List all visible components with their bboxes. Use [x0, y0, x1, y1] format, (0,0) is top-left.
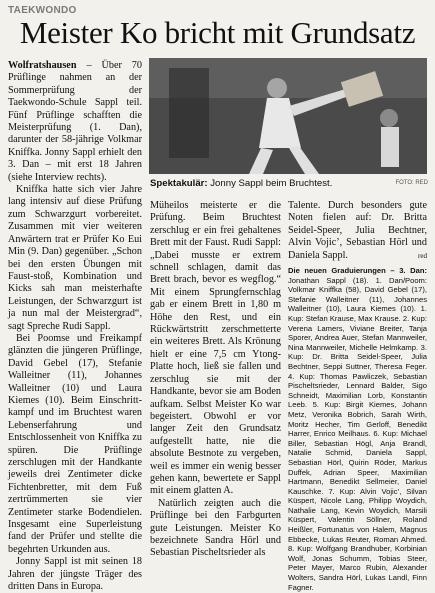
graduation-list-intro: Die neuen Graduierungen – 3. Dan: — [288, 266, 427, 276]
graduation-list-text: Jonathan Sappl (18). 1. Dan/Poom: Volkmar Kniffka (58), David Gebel (17), Stefanie Walleitner (11), Johannes Walleitner (10), Laura Kiemes (10). 1. Kup: Stefan Krause, Max Krause. 2. Kup: Verena Lamers, Viviane Breiter, Tanja Sporer, Andrea Auer, Stefan Mannweiler, Nina Mannweiler, Michelle Helmkamp. 3. Kup: Dr. Britta Seidel-Speer, Julia Bechtner, Seppi Suttner, Theresa Feger. 4. Kup: Thomas Pawliczek, Sebastian Pischeltsrieder, Lennard Balder, Sigo Schneidt, Maximilian Lorb, Konstantin Leeb. 5. Kup: Birgit Kiemes, Johann Metz, Veronika Bobrich, Sarah Wirth, Moritz Hecher, Tim Gerloff, Benedikt Harrer, Enrico Meilhaus. 6. Kup: Michael Biller, Sebastian Högl, Anja Brandl, Natalie Schmid, Daniela Sappl, Sebastian Hörl, Quirin Röder, Markus Duffek, Adrian Speer, Maximilian Hartmann, Benedikt Sellmeier, Daniel Kauschke. 7. Kup: Alvin Vojic’, Silvan Küspert, Nicole Lang, Philipp Woydich, Nathalie Lang, Kevin Woydich, Marsili Küspert, Valentin Söllner, Roland Heißler, Fortunatus von Halem, Magnus Ebbecke, Lukas Reuter, Roman Ahmed. 8. Kup: Wolfgang Brandhuber, Korbinian Wolf, Jonas Schumm, Tobias Steer, Peter Mayer, Marco Rubin, Alexander Wolters, Sandra Hörl, Lukas Landl, Finn Fagner. — [288, 275, 427, 592]
section-kicker: TAEKWONDO — [8, 5, 77, 16]
paragraph-text: Talente. Durch besonders gute Noten fielen auf: Dr. Britta Seidel-Speer, Julia Bechtner, Alvin Vojic’, Sebastian Hörl und Daniela Sappl. — [288, 200, 427, 261]
paragraph: Müheilos meisterte er die Prüfung. Beim Bruchtest zerschlug er ein frei gehaltenes Brett mit der Faust. Rudi Sappl: „Dabei musste er extrem schnell schlagen, damit das Brett brach, bevor es wegflog.“ Mit einem Sprungfernschlag gab er einem Brett in 1,80 m Höhe den Rest, und ein Rückwärtstritt zerschmetterte ein weiteres Brett. Als Krönung hielt er eine 7,5 cm Ytong-Platte hoch, ließ sie fallen und zerschlug sie mit der Handkante, bevor sie am Boden aufkam. Selbst Meister Ko war begeistert. Obwohl er vor langer Zeit den Grundsatz aufgestellt hatte, nie die absolute Bestnote zu vergeben, weil es immer ein wenig besser gehen kann, bewertete er Sappl mit einem glatten A. — [150, 200, 281, 497]
paragraph: Kniffka hatte sich vier Jahre lang intensiv auf diese Prüfung zum Schwarzgurt vorbereitet. Zusammen mit vier weiteren Anwärtern trat er Prüfer Ko Eui Min (9. Dan) gegenüber. „Schon bei den ersten Übungen mit Faust-stoß, Kombination und Kicks sah man meisterhafte Leistungen, der Schwarzgurt ist ja nun mal der Meistergrad“, sagt Spreche Rudi Sappl. — [8, 184, 142, 332]
photo-credit: FOTO: RED — [395, 180, 428, 186]
paragraph: Natürlich zeigten auch die Prüflinge bei den Farbgurten gute Leistungen. Meister Ko bezeichnete Sandra Hörl und Sebastian Pischeltsrieder als — [150, 497, 281, 559]
lead-paragraph — [8, 60, 142, 184]
column-3 — [288, 200, 427, 592]
photo-illustration — [149, 58, 427, 174]
lead-text: – Über 70 Prüflinge nahmen an der Sommerprüfung der Taekwondo-Schule Sappl teil. Fünf Prüflinge schafften die Meisterprüfung (1. Dan), darunter der 58-jährige Volkmar Kniffka. Jonny Sappl erhielt den 3. Dan – mit erst 18 Jahren (siehe Interview rechts). — [8, 60, 142, 183]
column-1 — [8, 60, 142, 593]
paragraph: Bei Poomse und Freikampf glänzten die jüngeren Prüflinge, David Gebel (17), Stefanie Walleitner (11), Johannes Walleitner (10) und Laura Kiemes (10). Beim Einschritt-kampf und im Bruchtest waren Lebenserfahrung und Entschlossenheit von Kniffka zu spüren. Die Prüflinge zerschlugen mit der Handkante jeweils drei Zentimeter dicke Fichtenbretter, mit dem Fuß zertrümmerten sie vier Zentimeter starke Bodendielen. Insgesamt eine Superleistung fand der Prüfer und stellte die begehrten Urkunden aus. — [8, 332, 142, 555]
paragraph — [288, 200, 427, 262]
column-2 — [150, 200, 281, 560]
photo-caption — [150, 178, 428, 189]
caption-text: Jonny Sappl beim Bruchtest. — [207, 178, 333, 189]
news-photo — [149, 58, 427, 174]
headline: Meister Ko bricht mit Grundsatz — [19, 15, 416, 50]
caption-lead: Spektakulär: — [150, 178, 208, 189]
paragraph: Jonny Sappl ist mit seinen 18 Jahren der jüngste Träger des dritten Dans in Europa. — [8, 556, 142, 593]
author-signature: red — [418, 251, 427, 260]
dateline: Wolfratshausen — [8, 60, 77, 71]
graduation-list — [288, 266, 427, 592]
